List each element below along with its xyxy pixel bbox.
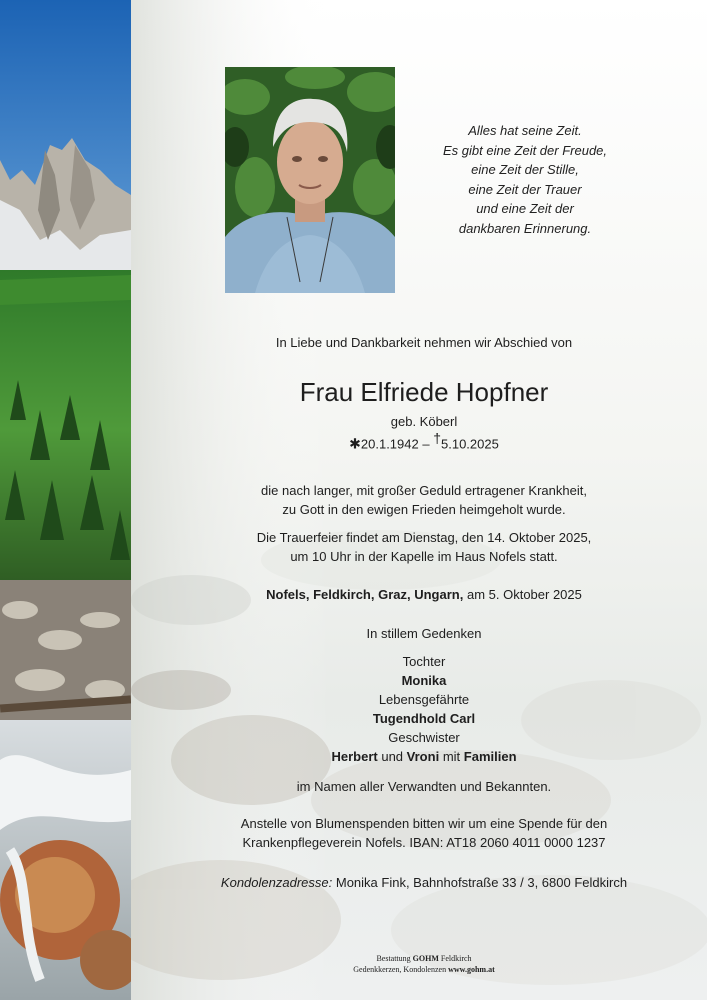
sibling-name: Vroni	[406, 749, 440, 764]
siblings-line	[131, 747, 707, 766]
deceased-name: Frau Elfriede Hopfner	[299, 377, 549, 407]
poem-line: Es gibt eine Zeit der Freude,	[442, 142, 608, 158]
family-role: Geschwister	[388, 730, 460, 745]
family-name: Monika	[401, 673, 447, 688]
poem-line: dankbaren Erinnerung.	[458, 220, 592, 236]
families-label: Familien	[463, 749, 517, 764]
family-role: Tochter	[402, 654, 446, 669]
conjunction: und	[381, 749, 404, 764]
family-role: Lebensgefährte	[378, 692, 470, 707]
birth-star-icon: ✱	[349, 435, 361, 452]
birth-name: geb. Köberl	[390, 414, 458, 429]
poem-line: eine Zeit der Stille,	[471, 162, 579, 177]
condolence-address	[131, 873, 707, 892]
birth-date: 20.1.1942 –	[360, 436, 430, 452]
paragraph-line: Die Trauerfeier findet am Dienstag, den 14. Oktober 2025,	[256, 530, 592, 545]
paragraph-line: Krankenpflegeverein Nofels. IBAN: AT18 2060 4011 0000 1237	[242, 835, 606, 850]
poem-line: eine Zeit der Trauer	[468, 181, 582, 197]
notice-date: am 5. Oktober 2025	[466, 587, 582, 602]
memorial-poem	[430, 121, 620, 238]
condolence-address-text: Monika Fink, Bahnhofstraße 33 / 3, 6800 Feldkirch	[335, 875, 628, 890]
poem-line: und eine Zeit der	[476, 201, 574, 216]
mountain-landscape-strip	[0, 0, 131, 1000]
footer-prefix: Bestattung	[376, 954, 411, 963]
life-dates	[131, 429, 707, 453]
places: Nofels, Feldkirch, Graz, Ungarn,	[266, 587, 464, 602]
footer-website-link[interactable]: www.gohm.at	[448, 965, 495, 974]
donation-paragraph	[131, 814, 707, 852]
family-name: Tugendhold Carl	[372, 711, 476, 726]
condolence-label: Kondolenzadresse:	[220, 875, 333, 890]
paragraph-line: Anstelle von Blumenspenden bitten wir um eine Spende für den	[240, 816, 608, 831]
sibling-name: Herbert	[331, 749, 378, 764]
funeral-home-brand: GOHM	[412, 954, 439, 963]
death-date: 5.10.2025	[441, 436, 499, 452]
funeral-paragraph	[131, 528, 707, 566]
poem-line: Alles hat seine Zeit.	[468, 123, 582, 138]
paragraph-line: um 10 Uhr in der Kapelle im Haus Nofels statt.	[290, 549, 558, 564]
relatives-line: im Namen aller Verwandten und Bekannten.	[296, 779, 552, 794]
passing-paragraph	[131, 481, 707, 519]
footer-city: Feldkirch	[440, 954, 472, 963]
farewell-intro: In Liebe und Dankbarkeit nehmen wir Abschied von	[275, 335, 573, 350]
conjunction: mit	[442, 749, 461, 764]
family-list	[131, 652, 707, 766]
gedenken-heading: In stillem Gedenken	[366, 626, 482, 641]
portrait-photo	[225, 67, 395, 293]
paragraph-line: zu Gott in den ewigen Frieden heimgeholt wurde.	[282, 502, 566, 517]
footer-services: Gedenkkerzen, Kondolenzen	[353, 965, 447, 974]
funeral-home-footer	[131, 953, 707, 975]
paragraph-line: die nach langer, mit großer Geduld ertragener Krankheit,	[261, 483, 587, 498]
death-cross-icon: †	[433, 430, 441, 446]
place-and-date	[131, 585, 707, 604]
